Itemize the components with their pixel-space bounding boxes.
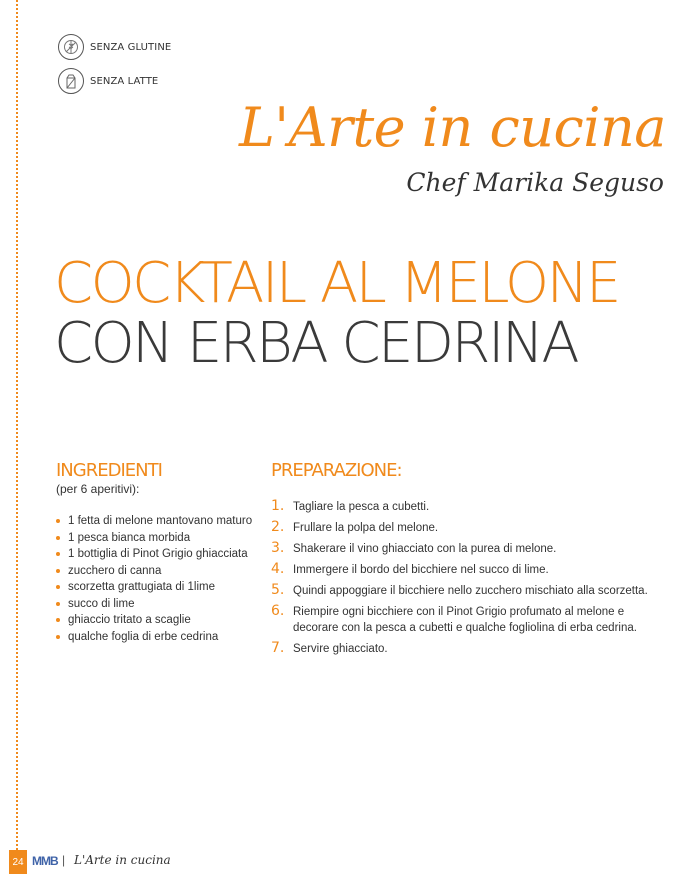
list-item [271, 604, 671, 636]
page-number: 24 [9, 850, 27, 874]
step-number: 2. [271, 519, 285, 535]
step-number: 7. [271, 640, 285, 656]
ingredients-section [56, 460, 266, 645]
preparation-steps [271, 499, 671, 657]
step-number: 5. [271, 582, 285, 598]
step-text: Frullare la polpa del melone. [293, 522, 439, 534]
recipe-title-line2: CON ERBA CEDRINA [54, 311, 578, 376]
list-item [271, 499, 671, 515]
list-item: 1 bottiglia di Pinot Grigio ghiacciata [56, 546, 266, 563]
list-item: scorzetta grattugiata di 1lime [56, 579, 266, 596]
list-item: 1 pesca bianca morbida [56, 530, 266, 547]
list-item [271, 562, 671, 578]
section-script-title: L'Arte in cucina [238, 96, 666, 159]
milk-carton-icon [58, 68, 84, 94]
footer-separator: | [62, 853, 66, 867]
list-item [271, 520, 671, 536]
step-text: Servire ghiacciato. [293, 643, 388, 655]
list-item [271, 583, 671, 599]
footer-title: L'Arte in cucina [74, 853, 171, 867]
list-item: ghiaccio tritato a scaglie [56, 612, 266, 629]
step-text: Shakerare il vino ghiacciato con la purea di melone. [293, 543, 557, 555]
step-number: 6. [271, 603, 285, 619]
step-number: 1. [271, 498, 285, 514]
chef-name: Chef Marika Seguso [406, 168, 664, 197]
servings-note: (per 6 aperitivi): [56, 482, 140, 496]
preparation-heading: PREPARAZIONE: [271, 460, 402, 481]
dotted-margin-line [16, 0, 18, 874]
step-text: Quindi appoggiare il bicchiere nello zucchero mischiato alla scorzetta. [293, 585, 648, 597]
ingredients-list [56, 513, 266, 645]
recipe-title [54, 251, 619, 376]
recipe-title-line1: COCKTAIL AL MELONE [54, 251, 619, 316]
badge-gluten-free [58, 34, 171, 60]
list-item: qualche foglia di erbe cedrina [56, 629, 266, 646]
badge-label: SENZA GLUTINE [90, 41, 172, 53]
badge-lactose-free [58, 68, 158, 94]
wheat-icon [58, 34, 84, 60]
step-text: Tagliare la pesca a cubetti. [293, 501, 430, 513]
page-footer [0, 850, 300, 874]
list-item: zucchero di canna [56, 563, 266, 580]
step-number: 4. [271, 561, 285, 577]
step-text: Riempire ogni bicchiere con il Pinot Grigio profumato al melone e decorare con la pesca a cubetti e qualche fogliolina di erba cedrina. [293, 606, 637, 634]
list-item [271, 641, 671, 657]
magazine-logo: MMB [32, 854, 58, 868]
list-item: succo di lime [56, 596, 266, 613]
step-text: Immergere il bordo del bicchiere nel succo di lime. [293, 564, 549, 576]
ingredients-heading: INGREDIENTI [56, 460, 162, 481]
list-item [271, 541, 671, 557]
preparation-section [271, 460, 671, 662]
list-item: 1 fetta di melone mantovano maturo [56, 513, 266, 530]
step-number: 3. [271, 540, 285, 556]
badge-label: SENZA LATTE [90, 75, 159, 87]
